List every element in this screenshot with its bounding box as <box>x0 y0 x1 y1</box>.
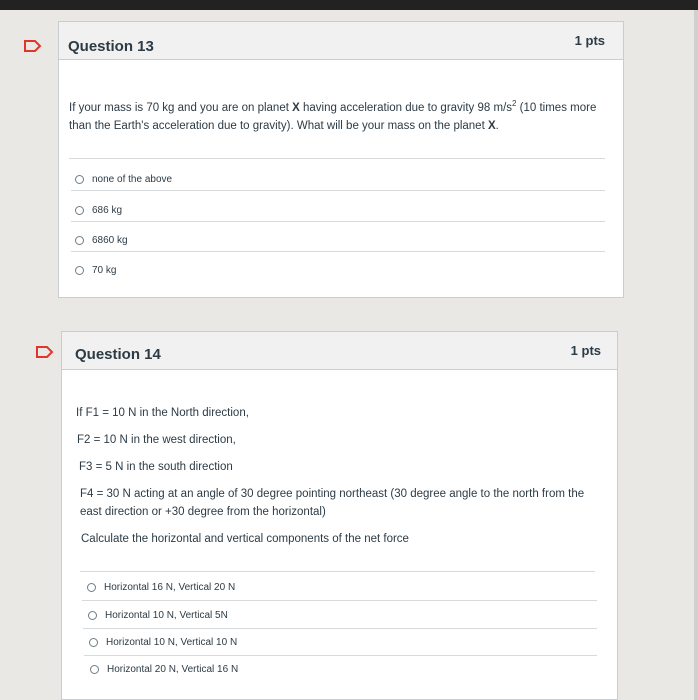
question-points: 1 pts <box>570 343 601 358</box>
question-14-header <box>62 332 617 370</box>
radio-button[interactable] <box>75 236 84 245</box>
flag-question-icon[interactable] <box>24 40 42 52</box>
top-bar <box>0 0 698 10</box>
answer-option[interactable]: 6860 kg <box>75 235 128 246</box>
question-line: F2 = 10 N in the west direction, <box>77 434 236 446</box>
divider <box>83 628 597 629</box>
question-title: Question 14 <box>75 346 161 363</box>
answer-option[interactable]: Horizontal 10 N, Vertical 5N <box>88 610 228 621</box>
divider <box>69 158 605 159</box>
question-line: F4 = 30 N acting at an angle of 30 degree pointing northeast (30 degree angle to the north from the east direction or +30 degree from the horizontal) <box>80 488 585 518</box>
radio-button[interactable] <box>75 266 84 275</box>
answer-option[interactable]: Horizontal 20 N, Vertical 16 N <box>90 664 238 675</box>
divider <box>84 655 597 656</box>
flag-question-icon[interactable] <box>36 346 54 358</box>
divider <box>71 190 605 191</box>
divider <box>82 600 597 601</box>
radio-button[interactable] <box>87 583 96 592</box>
radio-button[interactable] <box>90 665 99 674</box>
question-text: If your mass is 70 kg and you are on planet X having acceleration due to gravity 98 $m/s^2$ (10 times more than the Earth's acceleration due to gravity). What will be your mass on the planet X. <box>69 99 597 132</box>
question-13-card <box>58 21 624 298</box>
divider <box>71 251 605 252</box>
page-edge <box>694 10 698 700</box>
answer-option[interactable]: 70 kg <box>75 265 116 276</box>
question-line: F3 = 5 N in the south direction <box>79 461 233 473</box>
answer-option[interactable]: Horizontal 10 N, Vertical 10 N <box>89 637 237 648</box>
radio-button[interactable] <box>75 206 84 215</box>
question-points: 1 pts <box>574 33 605 48</box>
radio-button[interactable] <box>88 611 97 620</box>
question-14-card <box>61 331 618 700</box>
answer-option[interactable]: Horizontal 16 N, Vertical 20 N <box>87 582 235 593</box>
radio-button[interactable] <box>75 175 84 184</box>
question-line: Calculate the horizontal and vertical components of the net force <box>81 533 409 545</box>
answer-option[interactable]: none of the above <box>75 174 172 185</box>
question-13-header <box>59 22 623 60</box>
divider <box>80 571 595 572</box>
radio-button[interactable] <box>89 638 98 647</box>
question-line: If F1 = 10 N in the North direction, <box>76 407 249 419</box>
divider <box>71 221 605 222</box>
answer-option[interactable]: 686 kg <box>75 205 122 216</box>
question-title: Question 13 <box>68 38 154 55</box>
